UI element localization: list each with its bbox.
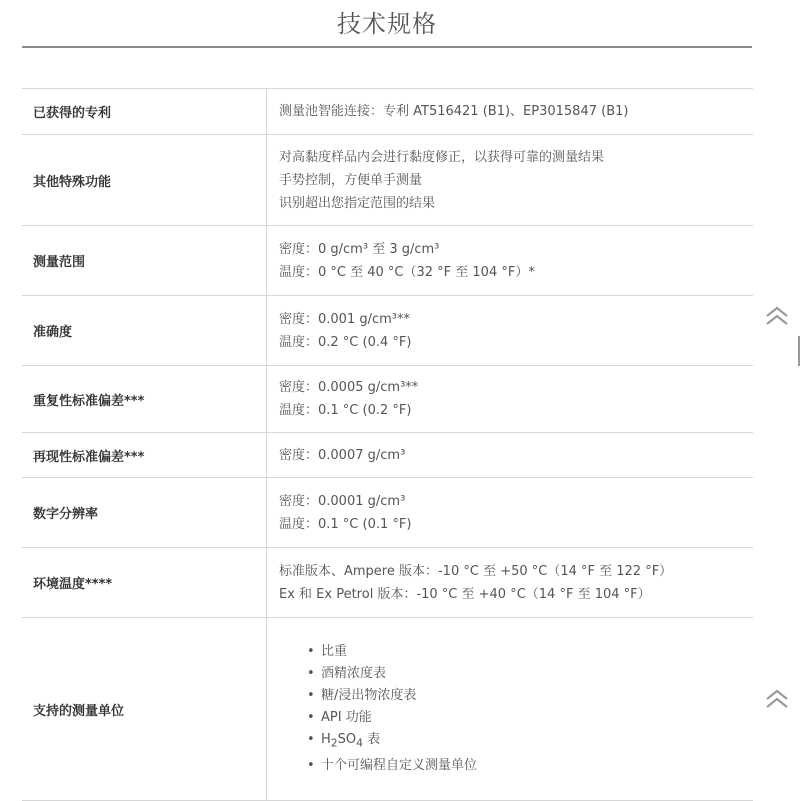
spec-label-special-functions: 其他特殊功能 (22, 135, 267, 226)
unit-label-h2so4 (321, 732, 381, 750)
spec-line: 温度：0 °C 至 40 °C（32 °F 至 104 °F）* (279, 264, 535, 280)
spec-label-measuring-range: 测量范围 (22, 226, 267, 296)
table-row (22, 618, 753, 801)
formula-sub-4: 4 (356, 736, 364, 750)
spec-value-repeatability (267, 366, 754, 433)
spec-line: 标准版本、Ampere 版本：-10 °C 至 +50 °C（14 °F 至 122 °F） (279, 563, 673, 579)
spec-line: 温度：0.1 °C (0.2 °F) (279, 403, 412, 418)
bullet-icon: • (307, 666, 315, 682)
spec-line: 识别超出您指定范围的结果 (279, 195, 436, 211)
spec-label-units: 支持的测量单位 (22, 618, 267, 801)
double-chevron-up-icon (762, 305, 792, 329)
table-row (22, 548, 753, 618)
spec-line: 密度：0.0001 g/cm³ (279, 493, 406, 509)
table-row (22, 478, 753, 548)
table-row (22, 89, 753, 135)
formula-so: SO (337, 732, 357, 748)
scroll-up-button[interactable] (762, 305, 792, 329)
spec-line: 手势控制，方便单手测量 (279, 172, 423, 188)
spec-line: 密度：0.0005 g/cm³** (279, 380, 419, 395)
spec-line: 测量池智能连接：专利 AT516421 (B1)、EP3015847 (B1) (279, 104, 629, 119)
table-row (22, 135, 753, 226)
bullet-icon: • (307, 710, 315, 726)
spec-label-ambient-temperature: 环境温度**** (22, 548, 267, 618)
spec-label-accuracy: 准确度 (22, 296, 267, 366)
unit-label: API 功能 (321, 710, 372, 726)
spec-line: 密度：0.001 g/cm³** (279, 311, 411, 327)
table-row (22, 226, 753, 296)
list-item (307, 663, 753, 685)
spec-line: 温度：0.1 °C (0.1 °F) (279, 516, 412, 532)
spec-value-units (267, 618, 754, 801)
table-row (22, 433, 753, 478)
spec-value-reproducibility (267, 433, 754, 478)
spec-label-patents: 已获得的专利 (22, 89, 267, 135)
list-item (307, 685, 753, 707)
spec-label-resolution: 数字分辨率 (22, 478, 267, 548)
double-chevron-up-icon (762, 688, 792, 712)
spec-value-accuracy (267, 296, 754, 366)
spec-value-special-functions (267, 135, 754, 226)
bullet-icon: • (307, 757, 315, 773)
list-item (307, 755, 753, 777)
spec-line: 密度：0.0007 g/cm³ (279, 447, 406, 463)
unit-label: 酒精浓度表 (321, 666, 387, 682)
unit-label: 十个可编程自定义测量单位 (321, 757, 478, 773)
page-title: 技术规格 (337, 10, 437, 38)
spec-line: 温度：0.2 °C (0.4 °F) (279, 334, 412, 350)
bullet-icon: • (307, 732, 315, 748)
formula-suffix: 表 (363, 732, 381, 748)
spec-value-resolution (267, 478, 754, 548)
spec-label-reproducibility: 再现性标准偏差*** (22, 433, 267, 478)
list-item (307, 641, 753, 663)
formula-sub-2: 2 (330, 736, 338, 750)
spec-line: Ex 和 Ex Petrol 版本：-10 °C 至 +40 °C（14 °F 至 104 °F） (279, 586, 651, 602)
spec-value-measuring-range (267, 226, 754, 296)
units-list (279, 641, 753, 777)
spec-value-ambient-temperature (267, 548, 754, 618)
bullet-icon: • (307, 688, 315, 704)
scroll-up-button[interactable] (762, 688, 792, 712)
spec-line: 对高黏度样品内会进行黏度修正，以获得可靠的测量结果 (279, 149, 605, 165)
table-row (22, 296, 753, 366)
list-item (307, 729, 753, 755)
unit-label: 糖/浸出物浓度表 (321, 688, 417, 704)
bullet-icon: • (307, 644, 315, 660)
unit-label: 比重 (321, 644, 348, 660)
spec-label-repeatability: 重复性标准偏差*** (22, 366, 267, 433)
spec-value-patents (267, 89, 754, 135)
table-row (22, 366, 753, 433)
spec-table (22, 88, 753, 801)
formula-h: H (321, 732, 331, 748)
list-item (307, 707, 753, 729)
spec-line: 密度：0 g/cm³ 至 3 g/cm³ (279, 241, 440, 257)
title-divider (22, 46, 752, 48)
